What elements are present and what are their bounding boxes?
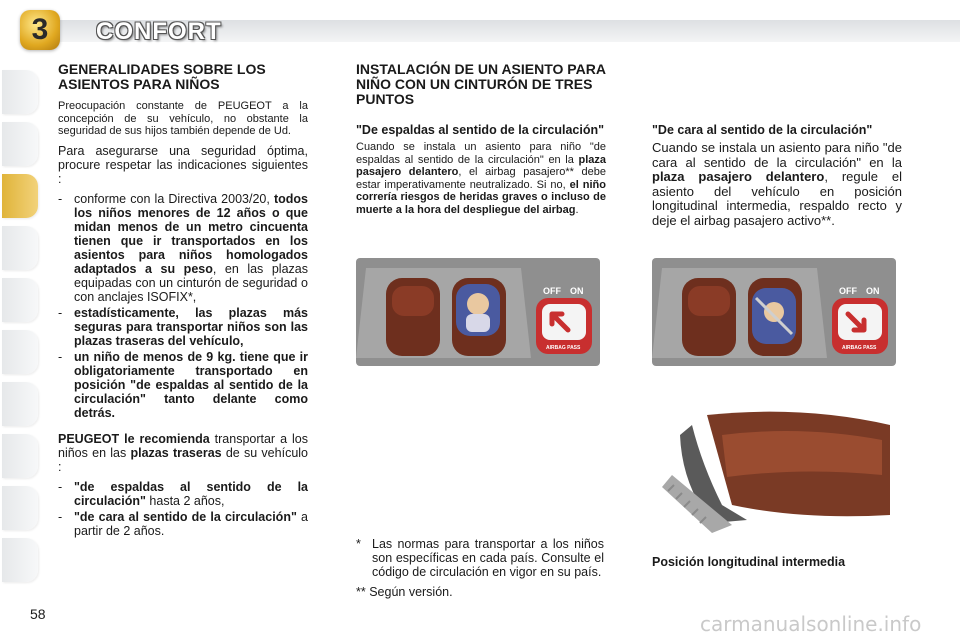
chapter-tab-8[interactable] xyxy=(2,434,38,478)
section-heading-instalacion: INSTALACIÓN DE UN ASIENTO PARA NIÑO CON UN CINTURÓN DE TRES PUNTOS xyxy=(356,61,606,107)
chapter-tab-9[interactable] xyxy=(2,486,38,530)
chapter-number-badge: 3 xyxy=(20,10,60,50)
right-column xyxy=(652,123,902,234)
rear-facing-seat-illustration xyxy=(356,258,600,366)
page-number: 58 xyxy=(30,606,46,622)
list-item: - conforme con la Directiva 2003/20, todos los niños menores de 12 años o que midan menos de un metro cincuenta tienen que ir transportados en los asientos para niños homologados adaptados a su peso, en las plazas equipadas con un cinturón de seguridad o con anclajes ISOFIX*, xyxy=(58,191,308,304)
footnote-2: ** Según versión. xyxy=(356,585,453,599)
footnotes xyxy=(356,537,604,605)
subheading-forward-facing: "De cara al sentido de la circulación" xyxy=(652,123,873,137)
chapter-tabs xyxy=(0,70,44,590)
airbag-off-label: OFF xyxy=(839,286,857,296)
car-seats-rear-facing-image xyxy=(356,258,600,366)
instructions-list xyxy=(58,192,308,420)
airbag-pass-label: AIRBAG PASS xyxy=(842,345,877,351)
subheading-rear-facing: "De espaldas al sentido de la circulación" xyxy=(356,123,605,137)
chapter-tab-4[interactable] xyxy=(2,226,38,270)
paragraph-intro: Preocupación constante de PEUGEOT a la concepción de su vehículo, no obstante la seguridad de sus hijos también depende de Ud. xyxy=(58,100,308,137)
chapter-tab-6[interactable] xyxy=(2,330,38,374)
forward-facing-seat-illustration xyxy=(652,258,896,366)
watermark: carmanualsonline.info xyxy=(700,612,922,636)
seat-position-caption: Posición longitudinal intermedia xyxy=(652,555,846,569)
section-heading-generalidades: GENERALIDADES SOBRE LOS ASIENTOS PARA NIÑOS xyxy=(58,61,266,92)
chapter-tab-1[interactable] xyxy=(2,70,38,114)
chapter-tab-7[interactable] xyxy=(2,382,38,426)
airbag-pass-label: AIRBAG PASS xyxy=(546,345,581,351)
paragraph-instructions: Para asegurarse una seguridad óptima, procure respetar las indicaciones siguientes : xyxy=(58,143,308,186)
seat-position-illustration xyxy=(652,405,896,540)
page-header xyxy=(0,0,960,56)
list-item: - estadísticamente, las plazas más seguras para transportar niños son las plazas traseras del vehículo, xyxy=(58,305,308,348)
chapter-tab-10[interactable] xyxy=(2,538,38,582)
paragraph-rear-facing: Cuando se instala un asiento para niño "de espaldas al sentido de la circulación" en la plaza pasajero delantero, el airbag pasajero** debe estar imperativamente neutralizado. Si no, el niño correría riesgos de heridas graves o incluso de muerte a la hora del despliegue del airbag. xyxy=(356,141,606,216)
middle-column xyxy=(356,62,606,222)
airbag-on-label: ON xyxy=(866,286,880,296)
list-item: - "de cara al sentido de la circulación" a partir de 2 años. xyxy=(58,509,308,538)
footnote-1: * Las normas para transportar a los niños son específicas en cada país. Consulte el código de circulación en vigor en su país. xyxy=(356,537,604,579)
chapter-title: CONFORT xyxy=(96,18,222,45)
chapter-tab-5[interactable] xyxy=(2,278,38,322)
recommendation-list xyxy=(58,480,308,538)
airbag-on-label: ON xyxy=(570,286,584,296)
paragraph-forward-facing: Cuando se instala un asiento para niño "de cara al sentido de la circulación" en la plaza pasajero delantero, regule el asiento del vehículo en posición longitudinal intermedia, respaldo recto y deje el airbag pasajero activo**. xyxy=(652,140,902,228)
chapter-tab-2[interactable] xyxy=(2,122,38,166)
chapter-tab-3-active[interactable] xyxy=(2,174,38,218)
car-seats-forward-facing-image xyxy=(652,258,896,366)
list-item: - un niño de menos de 9 kg. tiene que ir obligatoriamente transportado en posición "de espaldas al sentido de la circulación" tanto delante como detrás. xyxy=(58,349,308,420)
left-column xyxy=(58,62,308,544)
list-item: - "de espaldas al sentido de la circulación" hasta 2 años, xyxy=(58,479,308,508)
paragraph-recommendation: PEUGEOT le recomienda transportar a los niños en las plazas traseras de su vehículo : xyxy=(58,431,308,474)
seat-rail-image xyxy=(652,405,896,540)
airbag-off-label: OFF xyxy=(543,286,561,296)
